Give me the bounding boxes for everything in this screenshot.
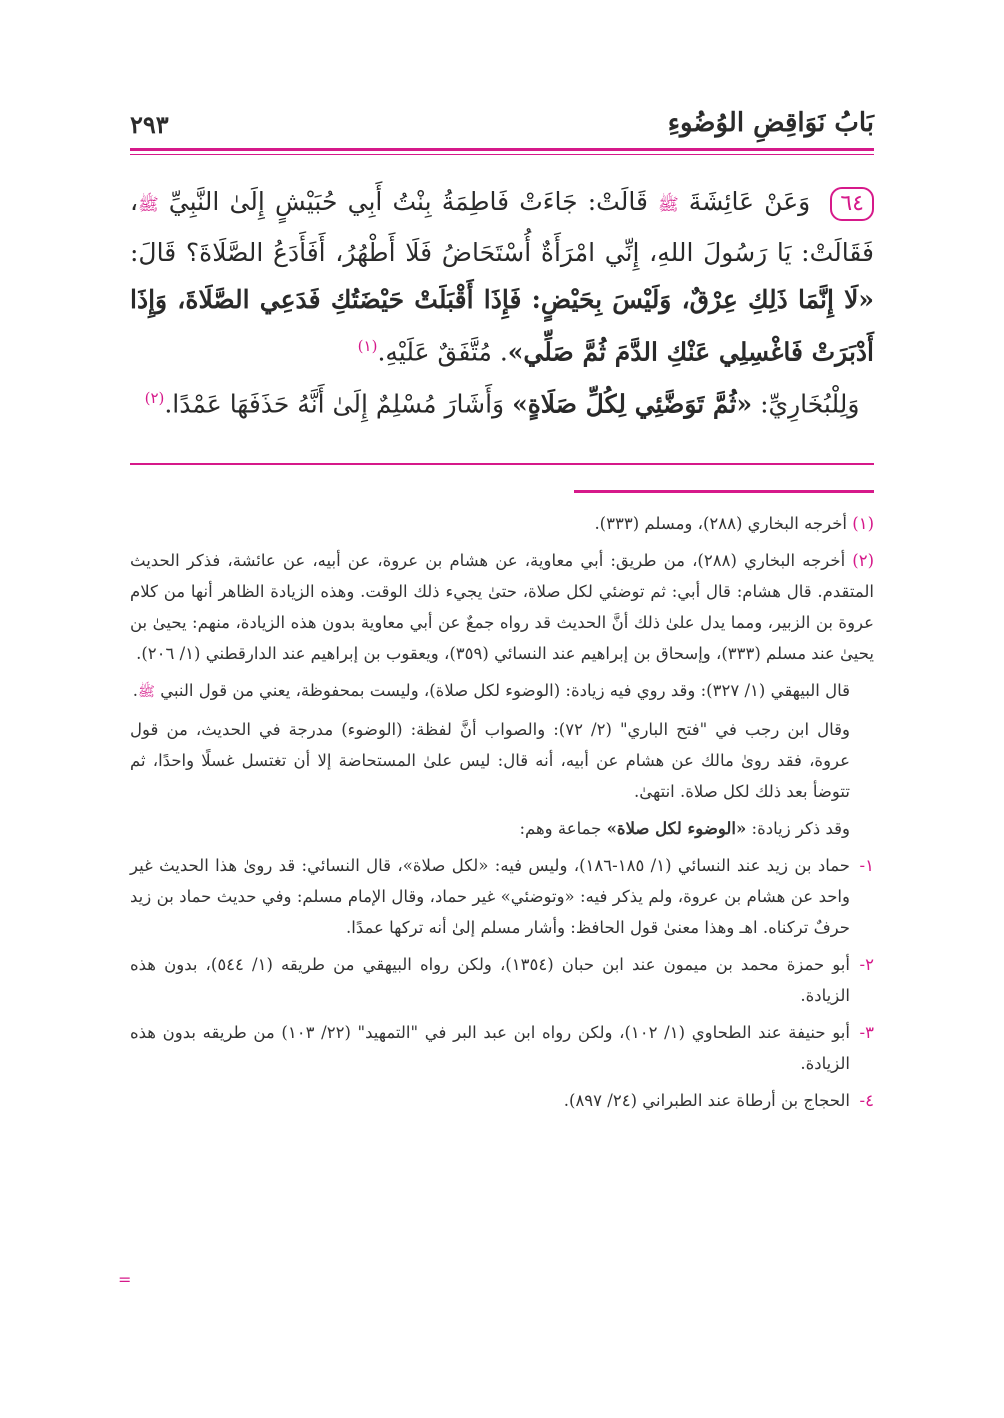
intro-text-a: وقد ذكر زيادة: — [751, 819, 850, 838]
list-item-number: ٢- — [859, 955, 874, 974]
addition-list-intro — [130, 813, 874, 844]
prophet-quote: «لَا إِنَّمَا ذَلِكِ عِرْقٌ، وَلَيْسَ بِحَيْضٍ: فَإِذَا أَقْبَلَتْ حَيْضَتُكِ فَدَعِي الصَّلَاةَ، وَإِذَا أَدْبَرَتْ فَاغْسِلِي عَنْكِ الدَّمَ ثُمَّ صَلِّي» — [130, 285, 874, 367]
muslim-note: وَأَشَارَ مُسْلِمٌ إِلَىٰ أَنَّهُ حَذَفَهَا عَمْدًا. — [164, 389, 505, 419]
hadith-text — [130, 178, 874, 428]
hadith-bukhari-addition — [130, 375, 874, 427]
footnote-1 — [130, 508, 874, 539]
list-item-text: أبو حمزة محمد بن ميمون عند ابن حبان (١٣٥٤)، ولكن رواه البيهقي من طريقه (١/ ٥٤٤)، بدون هذه الزيادة. — [130, 955, 850, 1005]
page-number: ٢٩٣ — [130, 110, 169, 139]
bayhaqi-paragraph — [130, 675, 874, 708]
list-item-number: ٣- — [859, 1023, 874, 1042]
radiyallah-symbol: ﷺ — [658, 195, 679, 215]
chapter-title: بَابُ نَوَاقِضِ الوُضُوءِ — [667, 108, 874, 138]
footnote-1-text: أخرجه البخاري (٢٨٨)، ومسلم (٣٣٣). — [594, 514, 847, 533]
list-item-number: ١- — [859, 856, 874, 875]
footnotes — [130, 508, 874, 1122]
footnote-2 — [130, 545, 874, 669]
footnote-2-number: (٢) — [852, 551, 874, 570]
footnote-separator — [574, 490, 874, 493]
salawat-symbol: ﷺ — [138, 195, 159, 215]
bayhaqi-text: قال البيهقي (١/ ٣٢٧): وقد روي فيه زيادة: (الوضوء لكل صلاة)، وليست بمحفوظة، يعني من قول النبي — [160, 681, 850, 700]
list-item — [130, 850, 874, 943]
header-rule — [130, 148, 874, 151]
hadith-text-a: وَعَنْ عَائِشَةَ — [688, 187, 811, 216]
hadith-bottom-rule — [130, 463, 874, 465]
footnote-ref-1: (١) — [357, 337, 378, 355]
ibn-rajab-paragraph: وقال ابن رجب في "فتح الباري" (٢/ ٧٢): والصواب أنَّ لفظة: (الوضوء) مدرجة في الحديث، من قول عروة، فقد روىٰ مالك عن هشام عن أبيه، أنه قال: ليس علىٰ المستحاضة إلا أن تغتسل غسلًا واحدًا، ثم تتوضأ بعد ذلك لكل صلاة. انتهىٰ. — [130, 720, 850, 801]
header-rule-thin — [130, 154, 874, 155]
intro-text-b: جماعة وهم: — [519, 819, 602, 838]
footnote-1-number: (١) — [852, 514, 874, 533]
hadith-text-b: قَالَتْ: جَاءَتْ فَاطِمَةُ بِنْتُ أَبِي حُبَيْشٍ إِلَىٰ النَّبِيِّ — [168, 187, 648, 216]
list-item-number: ٤- — [859, 1091, 874, 1110]
hadith-number-badge: ٦٤ — [830, 187, 874, 221]
page-header — [130, 108, 874, 148]
list-item — [130, 949, 874, 1011]
list-item — [130, 1017, 874, 1079]
footnote-2-text: أخرجه البخاري (٢٨٨)، من طريق: أبي معاوية، عن هشام بن عروة، عن أبيه، عن عائشة، فذكر الحديث المتقدم. قال هشام: قال أبي: ثم توضئي لكل صلاة، حتىٰ يجيء ذلك الوقت. وهذه الزيادة الظاهر أنها من كلام عروة بن الزبير، ومما يدل علىٰ ذلك أنَّ الحديث قد رواه جمعٌ عن أبي معاوية بدون هذه الزيادة، منهم: يحيىٰ بن يحيىٰ عند مسلم (٣٣٣)، وإسحاق بن إبراهيم عند النسائي (٣٥٩)، ويعقوب بن إبراهيم عند الدارقطني (١/ ٢٠٦). — [130, 551, 874, 663]
bayhaqi-end: . — [132, 681, 139, 700]
continuation-mark: = — [118, 1270, 132, 1289]
hadith-main — [130, 178, 874, 375]
list-item — [130, 1085, 874, 1116]
bukhari-quote: «ثُمَّ تَوَضَّئِي لِكُلِّ صَلَاةٍ» — [512, 389, 753, 419]
hadith-text-c: ، فَقَالَتْ: يَا رَسُولَ اللهِ، إِنِّي امْرَأَةٌ أُسْتَحَاضُ فَلَا أَطْهُرُ، أَفَأَدَعُ الصَّلَاةَ؟ قَالَ: — [130, 187, 874, 267]
intro-bold-phrase: «الوضوء لكل صلاة» — [606, 819, 747, 838]
list-item-text: حماد بن زيد عند النسائي (١/ ١٨٥-١٨٦)، وليس فيه: «لكل صلاة»، قال النسائي: قد روىٰ هذا الحديث غير واحد عن هشام بن عروة، ولم يذكر فيه: «وتوضئي» غير حماد، وقال الإمام مسلم: وفي حديث حماد بن زيد حرفٌ تركناه. اهـ وهذا معنىٰ قول الحافظ: وأشار مسلم إلىٰ أنه تركها عمدًا. — [130, 856, 850, 937]
footnote-ref-2: (٢) — [144, 389, 165, 408]
bukhari-label: وَلِلْبُخَارِيِّ: — [760, 389, 860, 419]
muttafaq: . مُتَّفَقٌ عَلَيْهِ. — [377, 337, 508, 367]
page-body — [118, 0, 874, 1418]
salawat-symbol-small: ﷺ — [138, 684, 155, 700]
list-item-text: الحجاج بن أرطاة عند الطبراني (٢٤/ ٨٩٧). — [563, 1091, 850, 1110]
list-item-text: أبو حنيفة عند الطحاوي (١/ ١٠٢)، ولكن رواه ابن عبد البر في "التمهيد" (٢٢/ ١٠٣) من طريقه بدون هذه الزيادة. — [130, 1023, 850, 1073]
